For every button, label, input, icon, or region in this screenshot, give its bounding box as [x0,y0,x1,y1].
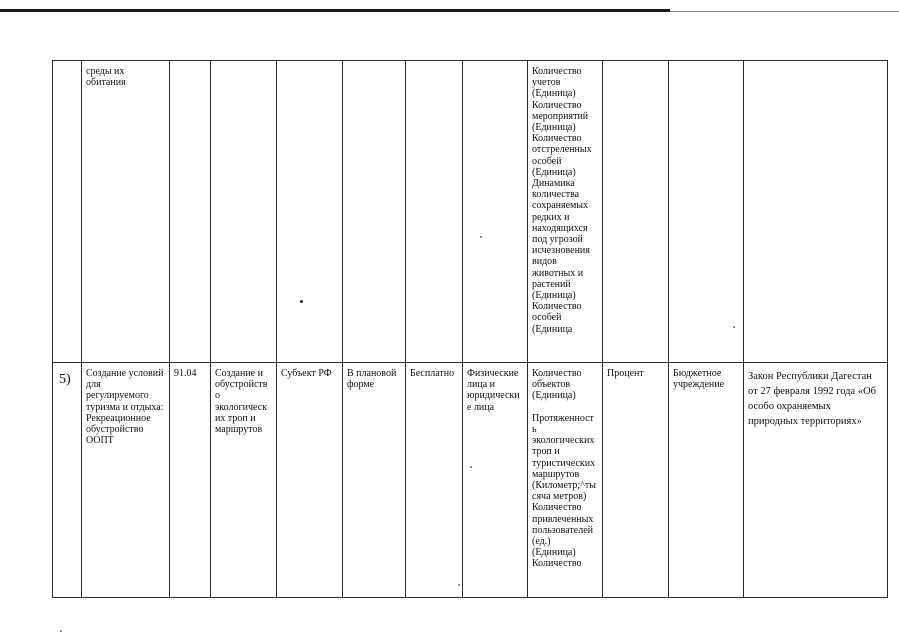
table-cell-payment: Бесплатно [405,362,463,598]
table-cell-code: 91.04 [169,362,211,598]
table-cell-form: В плановой форме [342,362,406,598]
table-cell-number-top [52,60,82,363]
table-cell-subject-top [276,60,343,363]
table-cell-indicators: Количество объектов (Единица) Протяженност ь экологических троп и туристических маршрутов (Километр;^ты сяча метров) Количество привлеченных пользователей (ед.) (Единица) Количество [527,362,603,598]
scan-speck [60,630,62,632]
table-cell-law-top [743,60,888,363]
table-cell-form-top [342,60,406,363]
table-cell-unit-top [602,60,669,363]
row-number: 5) [52,362,82,598]
table-cell-subject: Субъект РФ [276,362,343,598]
scan-speck [733,326,735,328]
table-cell-name-top: среды их обитания [81,60,170,363]
table-cell-institution: Бюджетное учреждение [668,362,744,598]
table-cell-law: Закон Республики Дагестан от 27 февраля 1992 года «Об особо охраняемых природных территориях» [743,362,888,598]
table-cell-unit: Процент [602,362,669,598]
table-cell-code-top [169,60,211,363]
table-cell-consumers-top [462,60,528,363]
table-cell-institution-top [668,60,744,363]
scan-speck [470,466,472,468]
table-cell-name: Создание условий для регулируемого туризма и отдыха: Рекреационное обустройство ООПТ [81,362,170,598]
table-cell-description-top [210,60,277,363]
scan-speck [458,584,460,586]
scan-edge-line [0,9,670,12]
table-cell-indicators-top: Количество учетов (Единица) Количество мероприятий (Единица) Количество отстреленных особей (Единица) Динамика количества сохраняемых редких и находящихся под угрозой исчезновения видов животных и растений (Единица) Количество особей (Единица [527,60,603,363]
table-cell-payment-top [405,60,463,363]
scan-speck [300,300,303,303]
scan-speck [480,236,482,238]
scan-edge-line-faint [670,11,899,12]
table-cell-description: Создание и обустройств о экологическ их троп и маршрутов [210,362,277,598]
table-cell-consumers: Физические лица и юридически е лица [462,362,528,598]
